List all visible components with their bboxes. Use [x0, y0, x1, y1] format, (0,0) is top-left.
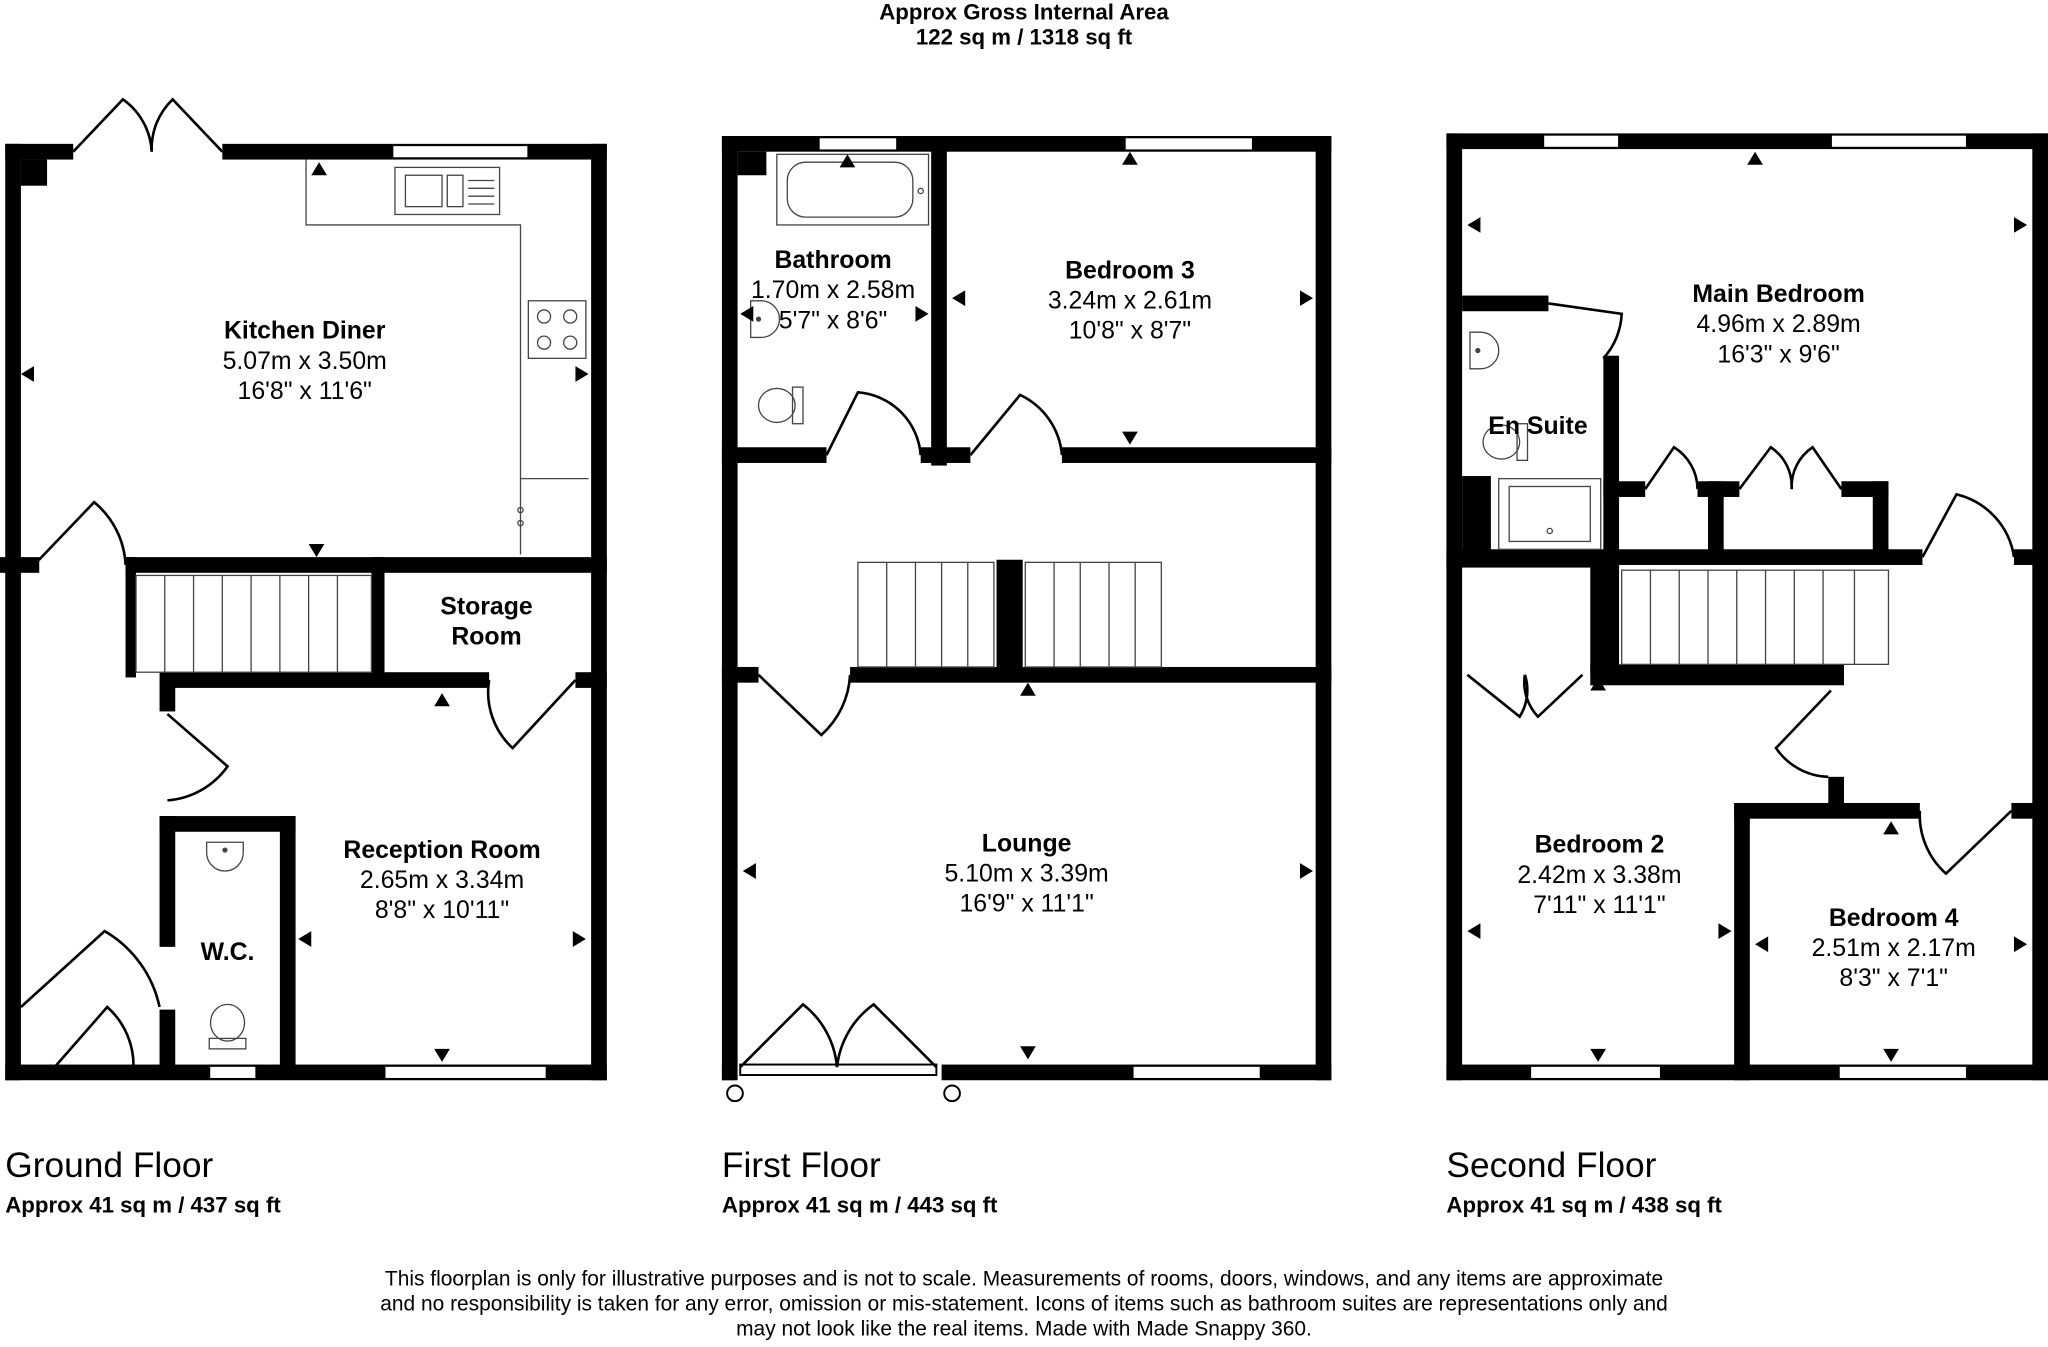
- room-metric: 1.70m x 2.58m: [750, 277, 916, 305]
- room-name: Bedroom 4: [1828, 904, 1959, 932]
- room-main-bedroom: [1692, 281, 1864, 368]
- room-metric: 4.96m x 2.89m: [1696, 311, 1861, 339]
- room-name: Bedroom 2: [1534, 831, 1665, 859]
- first-floor-title: First Floor: [721, 1145, 881, 1185]
- room-name: En Suite: [1488, 413, 1588, 441]
- room-kitchen-diner: [223, 318, 387, 405]
- second-floor-area: Approx 41 sq m / 438 sq ft: [1446, 1192, 1722, 1218]
- room-metric: 5.07m x 3.50m: [222, 347, 387, 375]
- room-bedroom-3: [1048, 258, 1212, 345]
- gross-area-title: Approx Gross Internal Area: [879, 0, 1169, 25]
- room-imperial: 8'3" x 7'1": [1839, 965, 1948, 993]
- ground-floor-plan: [0, 99, 607, 1080]
- room-metric: 2.51m x 2.17m: [1811, 935, 1976, 963]
- room-imperial: 16'8" x 11'6": [237, 377, 372, 405]
- room-storage: [440, 594, 532, 651]
- disclaimer-line: This floorplan is only for illustrative purposes and is not to scale. Measurements of rooms, doors, windows, and any items are approximate: [384, 1268, 1664, 1291]
- disclaimer-line: may not look like the real items. Made with Made Snappy 360.: [736, 1318, 1312, 1341]
- first-floor-area: Approx 41 sq m / 443 sq ft: [721, 1192, 998, 1218]
- room-name: Bathroom: [774, 247, 892, 275]
- room-name: Lounge: [981, 830, 1072, 858]
- gross-area-value: 122 sq m / 1318 sq ft: [915, 24, 1133, 50]
- room-lounge: [945, 830, 1109, 917]
- room-metric: 5.10m x 3.39m: [944, 860, 1109, 888]
- room-bedroom-4: [1812, 905, 1976, 992]
- room-wc: [201, 939, 255, 966]
- room-name: Reception Room: [343, 836, 541, 864]
- room-name: Kitchen Diner: [224, 317, 386, 345]
- room-name: Bedroom 3: [1065, 257, 1195, 285]
- disclaimer-line: and no responsibility is taken for any error, omission or mis-statement. Icons of items such as bathroom suites are representations only and: [380, 1293, 1668, 1316]
- room-metric: 2.42m x 3.38m: [1517, 861, 1682, 889]
- room-reception: [343, 837, 540, 924]
- room-metric: 3.24m x 2.61m: [1047, 287, 1213, 315]
- room-imperial: 16'3" x 9'6": [1717, 341, 1840, 369]
- room-name: W.C.: [200, 938, 255, 966]
- ground-floor-title: Ground Floor: [5, 1145, 214, 1185]
- room-bathroom: [751, 247, 915, 334]
- room-name-line2: Room: [451, 623, 522, 651]
- room-imperial: 8'8" x 10'11": [374, 897, 510, 925]
- room-metric: 2.65m x 3.34m: [359, 866, 525, 894]
- ground-floor-area: Approx 41 sq m / 437 sq ft: [5, 1192, 281, 1218]
- room-imperial: 7'11" x 11'1": [1533, 891, 1666, 919]
- room-name: Storage: [440, 593, 533, 621]
- room-imperial: 16'9" x 11'1": [959, 890, 1094, 918]
- room-name: Main Bedroom: [1692, 281, 1865, 309]
- room-en-suite: [1488, 413, 1587, 440]
- second-floor-title: Second Floor: [1446, 1145, 1657, 1185]
- room-imperial: 10'8" x 8'7": [1068, 317, 1192, 345]
- disclaimer: [0, 1267, 2048, 1342]
- room-imperial: 5'7" x 8'6": [778, 307, 888, 335]
- room-bedroom-2: [1517, 832, 1681, 919]
